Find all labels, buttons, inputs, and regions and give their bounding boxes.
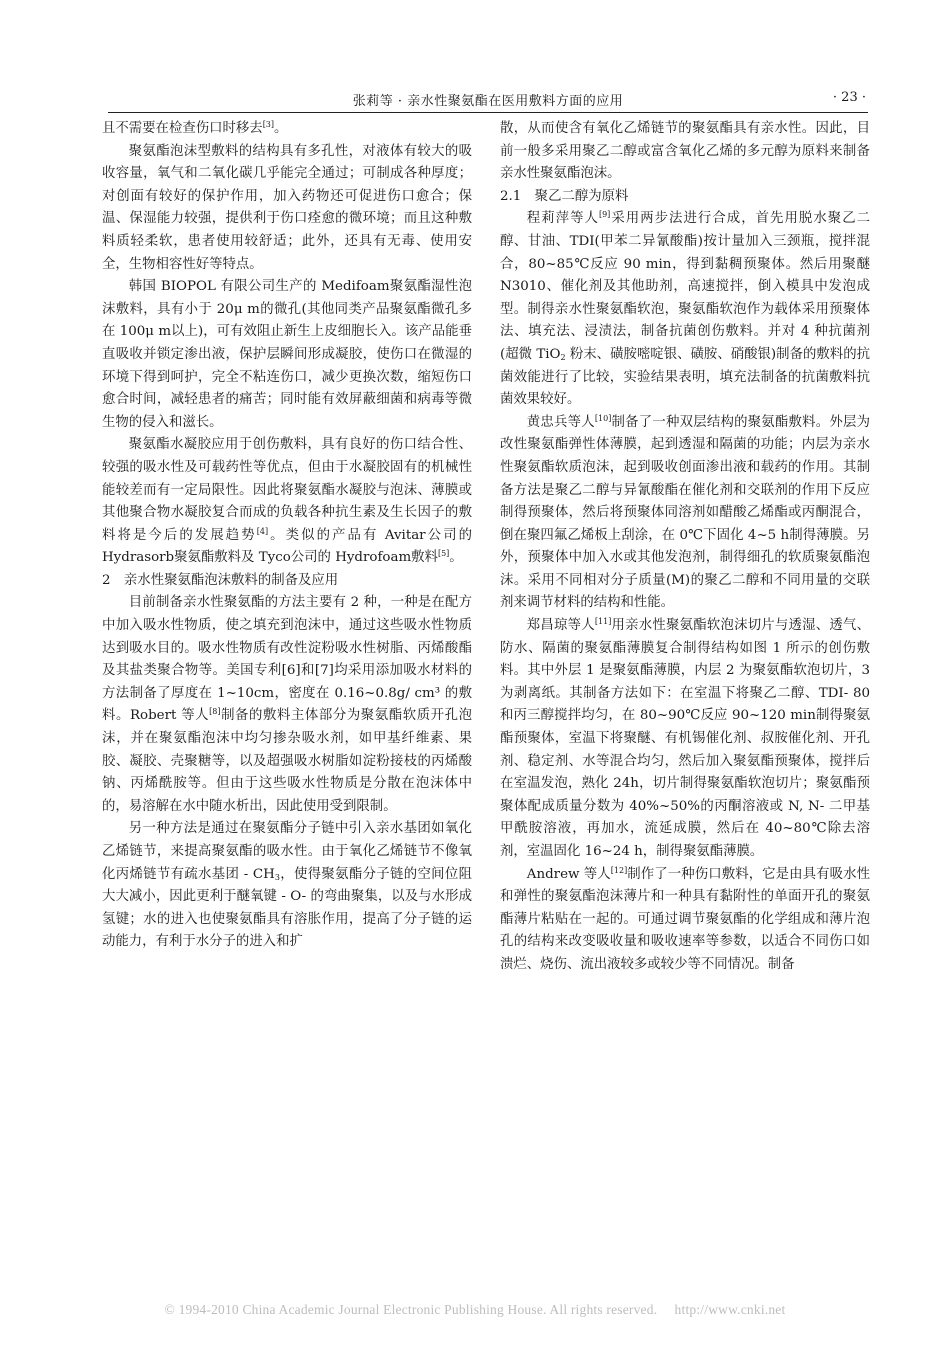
paragraph: Andrew 等人[12]制作了一种伤口敷料，它是由具有吸水性和弹性的聚氨酯泡沫薄片和一种具有黏附性的单面开孔的聚氨酯薄片粘贴在一起的。可通过调节聚氨酯的化学组成和薄片泡孔的结构来改变吸收量和吸收速率等参数，以适合不同伤口如溃烂、烧伤、流出液较多或较少等不同情况。制备 [500, 865, 870, 972]
paragraph: 且不需要在检查伤口时移去[3]。 [102, 120, 288, 136]
citation[interactable]: [8] [209, 707, 221, 717]
citation[interactable]: [9] [598, 210, 611, 220]
paragraph: 聚氨酯水凝胶应用于创伤敷料，具有良好的伤口结合性、较强的吸水性及可载药性等优点，但由于水凝胶固有的机械性能较差而有一定局限性。因此将聚氨酯水凝胶与泡沫、薄膜或其他聚合物水凝胶复合而成的负载各种抗生素及生长因子的敷料将是今后的发展趋势[4]。类似的产品有 Avitar公司的 Hydrasorb聚氨酯敷料及 Tyco公司的 Hydrofoam敷料[5]。 [102, 437, 473, 566]
right-column [500, 118, 870, 977]
copyright-footer: © 1994-2010 China Academic Journal Electronic Publishing House. All rights reserved. http://www.cnki.net [164, 1302, 786, 1317]
paragraph: 韩国 BIOPOL 有限公司生产的 Medifoam聚氨酯湿性泡沫敷料，具有小于 20μ m的微孔(其他同类产品聚氨酯微孔多在 100μ m以上)，可有效阻止新生上皮细胞长入。该产品能垂直吸收并锁定渗出液，保护层瞬间形成凝胶，使伤口在微湿的环境下得到呵护，完全不粘连伤口，减少更换次数，缩短伤口愈合时间，减轻患者的痛苦；同时能有效屏蔽细菌和病毒等微生物的侵入和滋长。 [102, 279, 472, 430]
page-number: · 23 · [832, 90, 866, 105]
subsection-heading: 2.1 聚乙二醇为原料 [500, 188, 629, 204]
running-header [108, 86, 868, 113]
paragraph: 另一种方法是通过在聚氨酯分子链中引入亲水基团如氧化乙烯链节，来提高聚氨酯的吸水性。由于氧化乙烯链节不像氧化丙烯链节有疏水基团 - $CH_3$，使得聚氨酯分子链的空间位阻大大减小，因此更利于醚氧键 - O- 的弯曲聚集，以及与水形成氢键；水的进入也使聚氨酯具有溶胀作用，提高了分子链的运动能力，有利于水分子的进入和扩 [102, 821, 473, 950]
paragraph: 散，从而使含有氧化乙烯链节的聚氨酯具有亲水性。因此，目前一般多采用聚乙二醇或富含氧化乙烯的多元醇为原料来制备亲水性聚氨酯泡沫。 [500, 121, 870, 182]
running-title: 张莉等 · 亲水性聚氨酯在医用敷料方面的应用 [352, 94, 624, 109]
paragraph: 聚氨酯泡沫型敷料的结构具有多孔性，对液体有较大的吸收容量，氧气和二氧化碳几乎能完全通过；可制成各种厚度；对创面有较好的保护作用，加入药物还可促进伤口愈合；保温、保湿能力较强，提供利于伤口痊愈的微环境；而且这种敷料质轻柔软，患者使用较舒适；此外，还具有无毒、使用安全，生物相容性好等特点。 [102, 143, 472, 272]
citation[interactable]: [11] [594, 617, 612, 627]
citation[interactable]: [3] [262, 120, 275, 129]
citation[interactable]: [5] [437, 549, 450, 559]
citation[interactable]: [12] [610, 865, 628, 875]
citation[interactable]: [4] [256, 526, 269, 536]
citation[interactable]: [10] [594, 413, 612, 423]
left-column [102, 118, 472, 954]
paragraph: 郑昌琼等人[11]用亲水性聚氨酯软泡沫切片与透湿、透气、防水、隔菌的聚氨酯薄膜复合制得结构如图 1 所示的创伤敷料。其中外层 1 是聚氨酯薄膜，内层 2 为聚氨酯软泡切片，3 为剥离纸。其制备方法如下：在室温下将聚乙二醇、TDI- 80 和丙三醇搅拌均匀，在 80~90℃反应 90~120 min制得聚氨酯预聚体，室温下将聚醚、有机锡催化剂、叔胺催化剂、开孔剂、稳定剂、水等混合均匀，然后加入聚氨酯预聚体，搅拌后在室温发泡，熟化 24h，切片制得聚氨酯软泡切片；聚氨酯预聚体配成质量分数为 40%~50%的丙酮溶液或 N, N- 二甲基甲酰胺溶液，再加水，流延成膜，然后在 40~80℃除去溶剂，室温固化 16~24 h，制得聚氨酯薄膜。 [500, 617, 871, 859]
section-heading: 2 亲水性聚氨酯泡沫敷料的制备及应用 [102, 572, 339, 588]
paragraph: 程莉萍等人[9]采用两步法进行合成，首先用脱水聚乙二醇、甘油、TDI(甲苯二异氰酸酯)按计量加入三颈瓶，搅拌混合，80~85℃反应 90 min，得到黏稠预聚体。然后用聚醚 N3010、催化剂及其他助剂，高速搅拌，倒入模具中发泡成型。制得亲水性聚氨酯软泡，聚氨酯软泡作为载体采用预聚体法、填充法、浸渍法，制备抗菌创伤敷料。并对 4 种抗菌剂(超微 TiO$_2$ 粉末、磺胺嘧啶银、磺胺、硝酸银)制备的敷料的抗菌效能进行了比较，实验结果表明，填充法制备的抗菌敷料抗菌效果较好。 [500, 210, 871, 408]
paragraph: 黄忠兵等人[10]制备了一种双层结构的聚氨酯敷料。外层为改性聚氨酯弹性体薄膜，起到透湿和隔菌的功能；内层为亲水性聚氨酯软质泡沫，起到吸收创面渗出液和载药的作用。其制备方法是聚乙二醇与异氰酸酯在催化剂和交联剂的作用下反应制得预聚体，然后将预聚体同溶剂如醋酸乙烯酯或丙酮混合，倒在聚四氟乙烯板上刮涂，在 0℃下固化 4~5 h制得薄膜。另外，预聚体中加入水或其他发泡剂，制得细孔的软质聚氨酯泡沫。采用不同相对分子质量(M)的聚乙二醇和不同用量的交联剂来调节材料的结构和性能。 [500, 413, 871, 611]
paragraph: 目前制备亲水性聚氨酯的方法主要有 2 种，一种是在配方中加入吸水性物质，使之填充到泡沫中，通过这些吸水性物质达到吸水目的。吸水性物质有改性淀粉吸水性树脂、丙烯酸酯及其盐类聚合物等。美国专利[6]和[7]均采用添加吸水材料的方法制备了厚度在 1~10cm，密度在 0.16~0.8g/ cm³ 的敷料。Robert 等人[8]制备的敷料主体部分为聚氨酯软质开孔泡沫，并在聚氨酯泡沫中均匀掺杂吸水剂，如甲基纤维素、果胶、凝胶、壳聚糖等，以及超强吸水树脂如淀粉接枝的丙烯酸钠、丙烯酰胺等。但由于这些吸水性物质是分散在泡沫体中的，易溶解在水中随水析出，因此使用受到限制。 [102, 595, 472, 814]
